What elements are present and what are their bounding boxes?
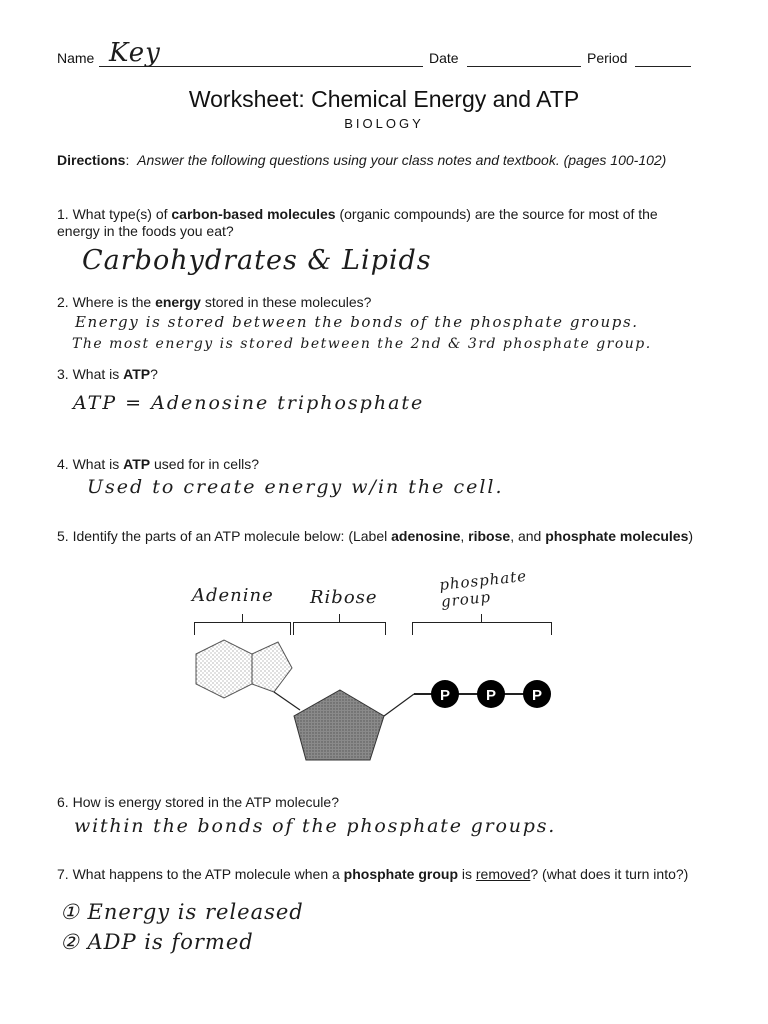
phosphate-3-label: P xyxy=(531,687,543,704)
phosphate-2-label: P xyxy=(485,687,497,704)
q2-text-bold: energy xyxy=(155,294,201,310)
q5-bold-phosphate: phosphate molecules xyxy=(545,528,689,544)
question-4 xyxy=(57,456,702,473)
q6-text: How is energy stored in the ATP molecule? xyxy=(72,794,339,810)
q4-answer: Used to create energy w/in the cell. xyxy=(87,476,504,498)
q7-text-post: ? (what does it turn into?) xyxy=(530,866,689,882)
q7-answer-line-2: ② ADP is formed xyxy=(60,930,254,954)
bracket-adenine-tick xyxy=(242,614,243,622)
q2-answer-line-2: The most energy is stored between the 2nd & 3rd phosphate group. xyxy=(72,336,652,352)
name-value: Key xyxy=(109,38,161,68)
question-7 xyxy=(57,866,697,883)
q7-text-underlined: removed xyxy=(475,866,531,882)
q4-text-pre: What is xyxy=(72,456,124,472)
q6-number: 6. xyxy=(57,794,69,810)
question-1 xyxy=(57,206,702,240)
header-row xyxy=(57,38,697,70)
adenine-rings xyxy=(196,640,292,698)
phosphate-3 xyxy=(523,680,551,708)
bracket-ribose-tick xyxy=(339,614,340,622)
bracket-phosphate-tick xyxy=(481,614,482,622)
label-adenine: Adenine xyxy=(192,585,274,606)
directions-text: Answer the following questions using your class notes and textbook. (pages 100-102) xyxy=(137,152,667,168)
q1-answer: Carbohydrates & Lipids xyxy=(82,245,432,276)
worksheet-subtitle: BIOLOGY xyxy=(344,116,424,131)
name-label: Name xyxy=(57,50,95,66)
period-line xyxy=(635,52,691,67)
q5-sep-1: , xyxy=(460,528,469,544)
q4-number: 4. xyxy=(57,456,69,472)
period-label: Period xyxy=(587,50,628,66)
q1-text-bold: carbon-based molecules xyxy=(171,206,336,222)
q1-text-post: (organic compounds) are the source for most of the energy in the foods you eat? xyxy=(57,206,658,239)
phosphate-1-label: P xyxy=(439,687,451,704)
question-3 xyxy=(57,366,702,383)
q7-text-mid: is xyxy=(458,866,476,882)
q7-answer-line-1: ① Energy is released xyxy=(60,900,304,924)
q7-number: 7. xyxy=(57,866,69,882)
q2-text-post: stored in these molecules? xyxy=(200,294,372,310)
question-6 xyxy=(57,794,702,811)
atp-molecule-diagram xyxy=(180,630,580,770)
label-phosphate-group: phosphate group xyxy=(438,566,528,611)
label-ribose: Ribose xyxy=(310,587,378,608)
directions-label: Directions xyxy=(57,152,126,168)
ribose-phosphate-bond xyxy=(384,694,414,716)
q2-text-pre: Where is the xyxy=(72,294,156,310)
q3-text-bold: ATP xyxy=(123,366,151,382)
question-5 xyxy=(57,528,697,545)
q3-number: 3. xyxy=(57,366,69,382)
ribose-pentagon xyxy=(294,690,384,760)
q5-text-post: ) xyxy=(688,528,694,544)
q5-bold-ribose: ribose xyxy=(468,528,511,544)
worksheet-title: Worksheet: Chemical Energy and ATP xyxy=(188,86,580,112)
q1-number: 1. xyxy=(57,206,69,222)
date-label: Date xyxy=(429,50,459,66)
directions: Directions: Answer the following questions using your class notes and textbook. (pages 100-102) xyxy=(57,152,667,168)
q5-number: 5. xyxy=(57,528,69,544)
adenine-ribose-bond xyxy=(274,692,300,710)
question-2 xyxy=(57,294,702,311)
q5-text-pre: Identify the parts of an ATP molecule below: (Label xyxy=(72,528,392,544)
q3-text-post: ? xyxy=(150,366,158,382)
q4-text-post: used for in cells? xyxy=(150,456,260,472)
q3-text-pre: What is xyxy=(72,366,124,382)
q6-answer: within the bonds of the phosphate groups. xyxy=(74,815,557,837)
q2-number: 2. xyxy=(57,294,69,310)
phosphate-2 xyxy=(477,680,505,708)
q1-text-pre: What type(s) of xyxy=(72,206,172,222)
q2-answer-line-1: Energy is stored between the bonds of the phosphate groups. xyxy=(75,313,639,331)
q4-text-bold: ATP xyxy=(123,456,151,472)
q7-text-pre: What happens to the ATP molecule when a xyxy=(72,866,344,882)
date-line xyxy=(467,52,581,67)
q3-answer: ATP = Adenosine triphosphate xyxy=(73,392,425,414)
q5-bold-adenosine: adenosine xyxy=(391,528,461,544)
q7-text-bold: phosphate group xyxy=(343,866,458,882)
phosphate-1 xyxy=(431,680,459,708)
q5-sep-2: , and xyxy=(510,528,546,544)
